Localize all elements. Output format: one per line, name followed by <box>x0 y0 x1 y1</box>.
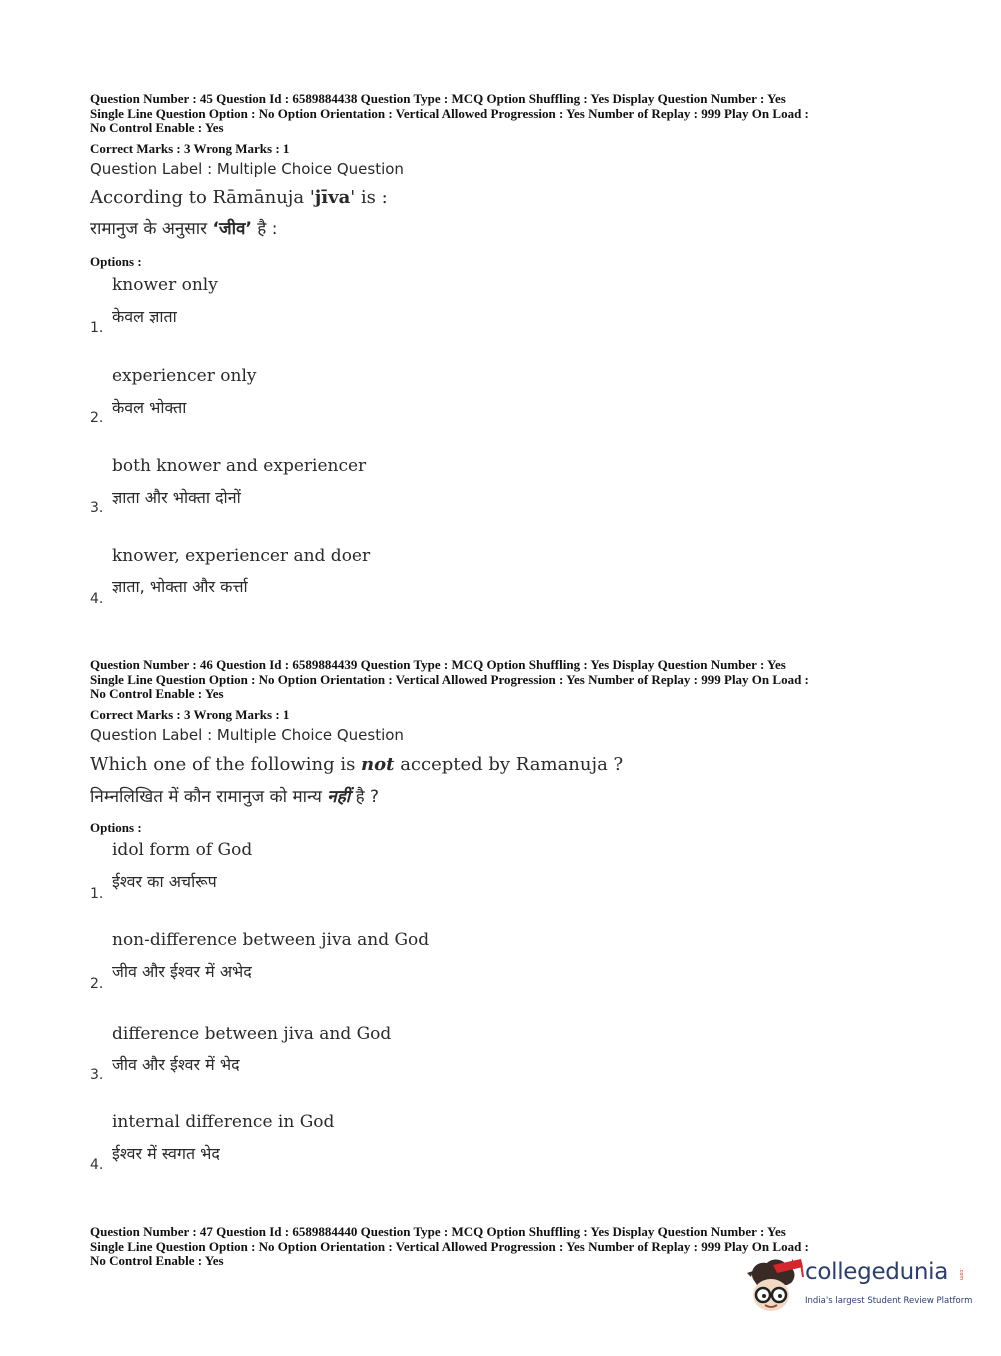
options-label: Options : <box>90 820 142 835</box>
option-text-hindi: केवल भोक्ता <box>112 398 187 417</box>
option-text-english: idol form of God <box>112 840 253 860</box>
meta-line: No Control Enable : Yes <box>90 1254 224 1268</box>
option-number: 3. <box>90 500 104 516</box>
option-number: 4. <box>90 591 104 607</box>
logo-dotcom: .com <box>958 1268 964 1281</box>
meta-line: Single Line Question Option : No Option Orientation : Vertical Allowed Progression : Yes Number of Replay : 999 Play On Load : <box>90 672 809 687</box>
marks-line: Correct Marks : 3 Wrong Marks : 1 <box>90 707 290 722</box>
option-text-english: non-difference between jiva and God <box>112 930 430 950</box>
option-text-hindi: ज्ञाता और भोक्ता दोनों <box>112 488 241 507</box>
collegedunia-logo <box>743 1255 983 1317</box>
option-number: 3. <box>90 1067 104 1083</box>
question-text-emphasis: नहीं <box>327 787 351 807</box>
option-text-english: both knower and experiencer <box>112 456 367 476</box>
question-text-emphasis: not <box>361 754 395 775</box>
question-label: Question Label : Multiple Choice Question <box>90 726 404 744</box>
meta-line: Single Line Question Option : No Option Orientation : Vertical Allowed Progression : Yes Number of Replay : 999 Play On Load : <box>90 106 809 121</box>
question-text-emphasis: jīva <box>314 187 351 208</box>
option-text-hindi: जीव और ईश्वर में अभेद <box>112 962 252 981</box>
option-text-hindi: केवल ज्ञाता <box>112 307 177 326</box>
meta-line: Question Number : 46 Question Id : 6589884439 Question Type : MCQ Option Shuffling : Yes Display Question Number : Yes <box>90 658 786 672</box>
question-text-part: है ? <box>350 787 380 807</box>
option-text-hindi: ईश्वर का अर्चारूप <box>112 872 217 891</box>
logo-tagline: India's largest Student Review Platform <box>805 1296 973 1306</box>
question-meta <box>90 92 920 136</box>
meta-line: Question Number : 45 Question Id : 6589884438 Question Type : MCQ Option Shuffling : Yes Display Question Number : Yes <box>90 92 786 106</box>
meta-line: Question Number : 47 Question Id : 6589884440 Question Type : MCQ Option Shuffling : Yes Display Question Number : Yes <box>90 1225 786 1239</box>
question-text-part: ' is : <box>350 187 388 208</box>
question-text-hindi <box>90 216 277 239</box>
meta-line: No Control Enable : Yes <box>90 121 224 135</box>
question-text-english <box>90 754 623 775</box>
question-text-part: According to Rāmānuja ' <box>90 187 315 208</box>
option-text-english: difference between jiva and God <box>112 1024 392 1044</box>
logo-wordmark: collegedunia <box>805 1259 949 1285</box>
question-text-hindi <box>90 784 379 807</box>
marks-line: Correct Marks : 3 Wrong Marks : 1 <box>90 141 290 156</box>
option-text-english: experiencer only <box>112 366 257 386</box>
option-number: 2. <box>90 976 104 992</box>
question-text-emphasis: ‘जीव’ <box>212 219 252 239</box>
question-text-english <box>90 187 388 208</box>
meta-line: No Control Enable : Yes <box>90 687 224 701</box>
option-text-hindi: जीव और ईश्वर में भेद <box>112 1055 240 1074</box>
options-label: Options : <box>90 254 142 269</box>
question-meta <box>90 658 920 702</box>
option-number: 1. <box>90 886 104 902</box>
question-text-part: है : <box>251 219 278 239</box>
option-text-hindi: ज्ञाता, भोक्ता और कर्त्ता <box>112 577 248 596</box>
option-text-hindi: ईश्वर में स्वगत भेद <box>112 1144 220 1163</box>
question-label: Question Label : Multiple Choice Question <box>90 160 404 178</box>
option-text-english: knower, experiencer and doer <box>112 546 371 566</box>
question-text-part: Which one of the following is <box>90 754 362 775</box>
mascot-icon <box>743 1255 805 1317</box>
meta-line: Single Line Question Option : No Option Orientation : Vertical Allowed Progression : Yes Number of Replay : 999 Play On Load : <box>90 1239 809 1254</box>
question-text-part: रामानुज के अनुसार <box>90 219 213 239</box>
question-text-part: निम्नलिखित में कौन रामानुज को मान्य <box>90 787 328 807</box>
option-text-english: knower only <box>112 275 218 295</box>
question-text-part: accepted by Ramanuja ? <box>394 754 624 775</box>
option-text-english: internal difference in God <box>112 1112 335 1132</box>
option-number: 1. <box>90 320 104 336</box>
option-number: 4. <box>90 1157 104 1173</box>
option-number: 2. <box>90 410 104 426</box>
